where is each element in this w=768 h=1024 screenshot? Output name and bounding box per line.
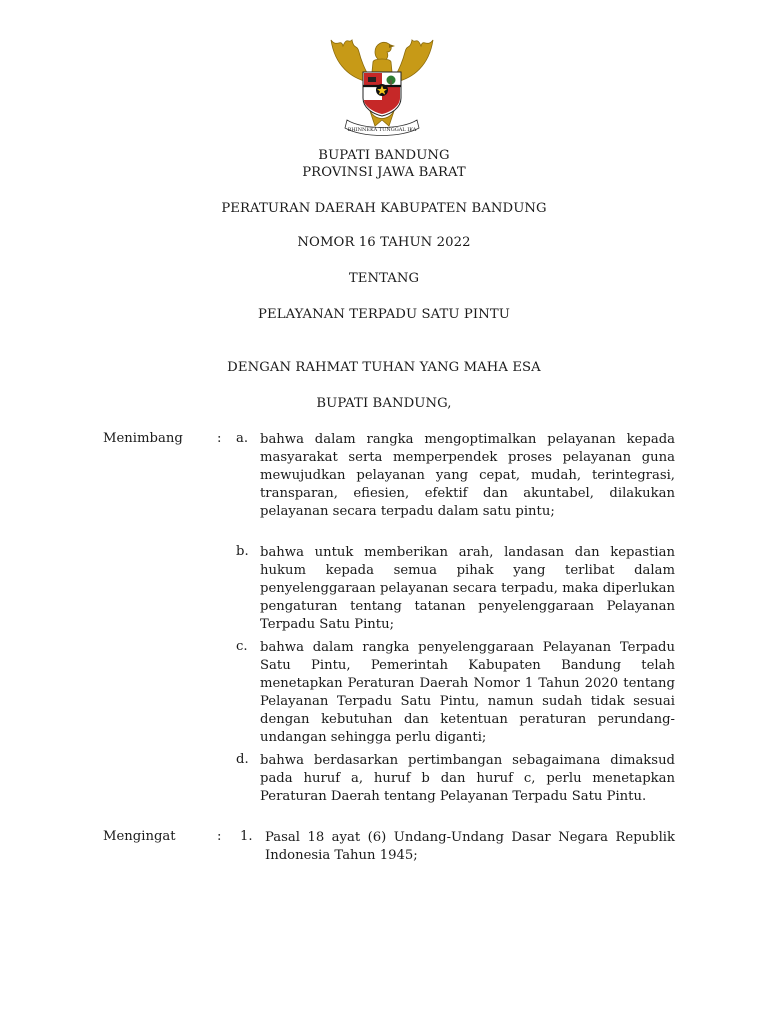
garuda-emblem <box>323 30 441 140</box>
regulation-subject: PELAYANAN TERPADU SATU PINTU <box>258 307 510 322</box>
regulation-type: PERATURAN DAERAH KABUPATEN BANDUNG <box>221 201 547 216</box>
item-marker: c. <box>236 639 248 654</box>
preamble: DENGAN RAHMAT TUHAN YANG MAHA ESA <box>227 360 541 375</box>
item-marker: 1. <box>240 829 253 844</box>
consideration-text: bahwa untuk memberikan arah, landasan dan kepastian hukum kepada semua pihak yang terlibat dalam penyelenggaraan pelayanan secara terpadu, maka diperlukan pengaturan tentang tatanan penyelenggaraan Pelayanan Terpadu Satu Pintu; <box>260 545 675 632</box>
mengingat-label: Mengingat <box>103 829 176 844</box>
item-marker: b. <box>236 544 249 559</box>
menimbang-label: Menimbang <box>103 431 183 446</box>
about-heading: TENTANG <box>348 271 420 286</box>
emblem-motto: BHINNEKA TUNGGAL IKA <box>347 127 417 133</box>
official-title: BUPATI BANDUNG, <box>316 396 452 411</box>
header-line-1: BUPATI BANDUNG <box>318 148 450 163</box>
item-marker: d. <box>236 752 249 767</box>
consideration-text: bahwa dalam rangka penyelenggaraan Pelayanan Terpadu Satu Pintu, Pemerintah Kabupaten Bandung telah menetapkan Peraturan Daerah Nomor 1 Tahun 2020 tentang Pelayanan Terpadu Satu Pintu, namun sudah tidak sesuai dengan kebutuhan dan ketentuan peraturan perundang-undangan sehingga perlu diganti; <box>260 640 675 745</box>
menimbang-colon: : <box>217 431 222 446</box>
legal-basis-text: Pasal 18 ayat (6) Undang-Undang Dasar Negara Republik Indonesia Tahun 1945; <box>265 830 675 863</box>
consideration-text: bahwa berdasarkan pertimbangan sebagaimana dimaksud pada huruf a, huruf b dan huruf c, perlu menetapkan Peraturan Daerah tentang Pelayanan Terpadu Satu Pintu. <box>260 753 675 804</box>
item-marker: a. <box>236 431 249 446</box>
consideration-text: bahwa dalam rangka mengoptimalkan pelayanan kepada masyarakat serta memperpendek proses pelayanan guna mewujudkan pelayanan yang cepat, mudah, terintegrasi, transparan, efiesien, efektif dan akuntabel, dilakukan pelayanan secara terpadu dalam satu pintu; <box>260 432 675 519</box>
regulation-number: NOMOR 16 TAHUN 2022 <box>297 235 471 250</box>
mengingat-colon: : <box>217 829 222 844</box>
header-line-2: PROVINSI JAWA BARAT <box>302 165 466 180</box>
